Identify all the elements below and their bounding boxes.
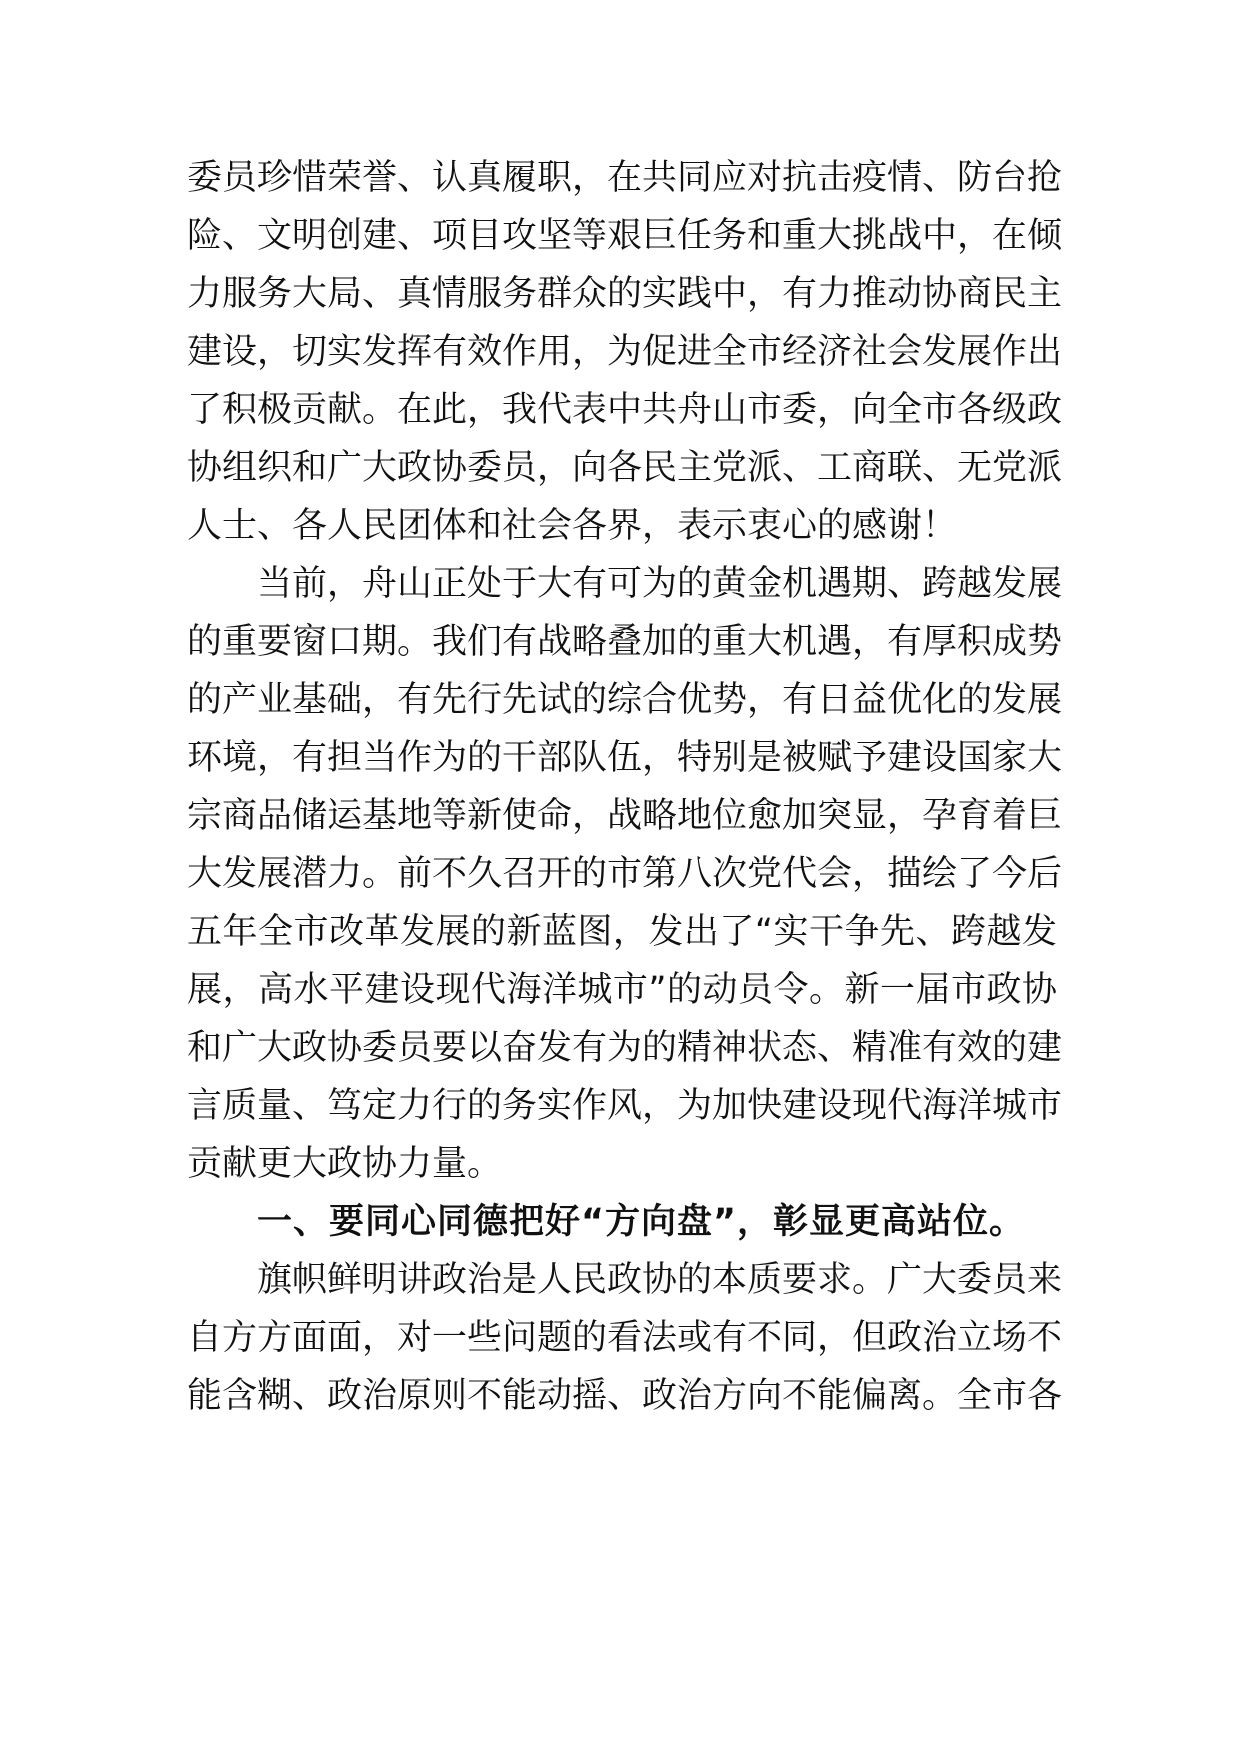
body-text-line: 人士、各人民团体和社会各界，表示衷心的感谢！ [187, 506, 958, 546]
body-text-line: 大发展潜力。前不久召开的市第八次党代会，描绘了今后 [187, 854, 1063, 894]
body-text-line: 的重要窗口期。我们有战略叠加的重大机遇，有厚积成势 [187, 622, 1063, 662]
body-text-line: 五年全市改革发展的新蓝图，发出了“实干争先、跨越发 [187, 912, 1057, 952]
body-text-line: 建设，切实发挥有效作用，为促进全市经济社会发展作出 [187, 332, 1063, 372]
body-text-line: 贡献更大政协力量。 [187, 1144, 503, 1184]
paragraph-first-line: 当前，舟山正处于大有可为的黄金机遇期、跨越发展 [257, 564, 1063, 604]
body-text-line: 言质量、笃定力行的务实作风，为加快建设现代海洋城市 [187, 1086, 1063, 1126]
body-text-line: 自方方面面，对一些问题的看法或有不同，但政治立场不 [187, 1318, 1063, 1358]
body-text-line: 了积极贡献。在此，我代表中共舟山市委，向全市各级政 [187, 390, 1063, 430]
body-text-line: 险、文明创建、项目攻坚等艰巨任务和重大挑战中，在倾 [187, 216, 1063, 256]
body-text-line: 宗商品储运基地等新使命，战略地位愈加突显，孕育着巨 [187, 796, 1063, 836]
body-text-line: 的产业基础，有先行先试的综合优势，有日益优化的发展 [187, 680, 1063, 720]
body-text-line: 展，高水平建设现代海洋城市”的动员令。新一届市政协 [187, 970, 1057, 1010]
body-text-line: 力服务大局、真情服务群众的实践中，有力推动协商民主 [187, 274, 1063, 314]
body-text-line: 委员珍惜荣誉、认真履职，在共同应对抗击疫情、防台抢 [187, 158, 1063, 198]
body-text-line: 能含糊、政治原则不能动摇、政治方向不能偏离。全市各 [187, 1376, 1063, 1416]
body-text-line: 环境，有担当作为的干部队伍，特别是被赋予建设国家大 [187, 738, 1063, 778]
section-heading: 一、要同心同德把好“方向盘”，彰显更高站位。 [257, 1202, 1026, 1242]
body-text-line: 和广大政协委员要以奋发有为的精神状态、精准有效的建 [187, 1028, 1063, 1068]
paragraph-first-line: 旗帜鲜明讲政治是人民政协的本质要求。广大委员来 [257, 1260, 1063, 1300]
body-text-line: 协组织和广大政协委员，向各民主党派、工商联、无党派 [187, 448, 1063, 488]
